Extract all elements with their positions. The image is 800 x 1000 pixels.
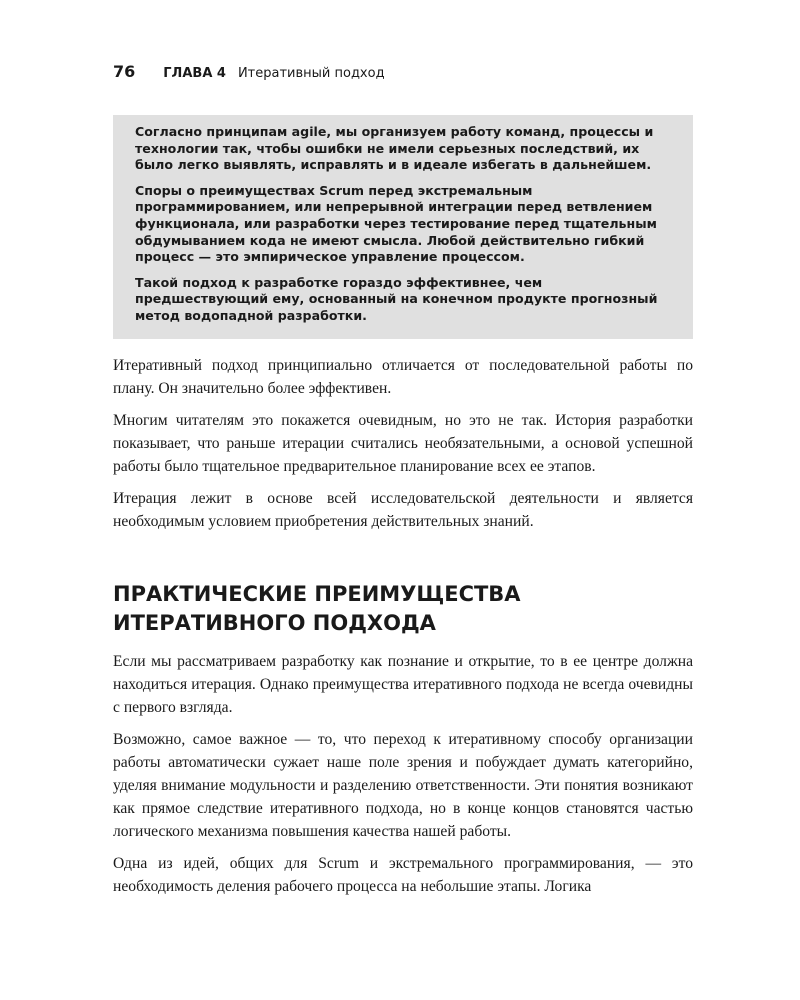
intro-text	[113, 354, 693, 542]
running-header	[113, 62, 385, 81]
body-paragraph: Возможно, самое важное — то, что переход к итеративному способу организации работы автоматически сужает наше поле зрения и побуждает думать категорийно, уделяя внимание модульности и разделению ответственности. Эти понятия возникают как прямое следствие итеративного подхода, но в конце концов становятся частью логического механизма повышения качества нашей работы.	[113, 731, 693, 840]
body-paragraph: Итерация лежит в основе всей исследовательской деятельности и является необходимым условием приобретения действительных знаний.	[113, 490, 693, 530]
section-heading-line: ИТЕРАТИВНОГО ПОДХОДА	[113, 611, 436, 635]
chapter-label: ГЛАВА 4	[163, 66, 226, 81]
sidebar-paragraph: Согласно принципам agile, мы организуем работу команд, процессы и технологии так, чтобы ошибки не имели серьезных последствий, их было легко выявлять, исправлять и в идеале избегать в дальнейшем.	[135, 124, 654, 173]
chapter-title: Итеративный подход	[237, 66, 385, 81]
body-paragraph: Если мы рассматриваем разработку как познание и открытие, то в ее центре должна находиться итерация. Однако преимущества итеративного подхода не всегда очевидны с первого взгляда.	[113, 653, 693, 716]
sidebar-paragraph: Споры о преимуществах Scrum перед экстремальным программированием, или непрерывной интеграции перед ветвлением функционала, или разработки через тестирование перед тщательным обдумыванием кода не имеют смысла. Любой действительно гибкий процесс — это эмпирическое управление процессом.	[135, 182, 657, 265]
section-heading-line: ПРАКТИЧЕСКИЕ ПРЕИМУЩЕСТВА	[113, 582, 521, 606]
section-text	[113, 650, 693, 907]
body-paragraph: Одна из идей, общих для Scrum и экстремального программирования, — это необходимость деления рабочего процесса на небольшие этапы. Логика	[113, 855, 693, 895]
body-paragraph: Многим читателям это покажется очевидным, но это не так. История разработки показывает, что раньше итерации считались необязательными, а основой успешной работы было тщательное предварительное планирование всех ее этапов.	[113, 412, 693, 475]
section-heading	[113, 580, 693, 638]
page-number: 76	[113, 62, 136, 81]
summary-sidebar	[113, 115, 693, 339]
sidebar-paragraph: Такой подход к разработке гораздо эффективнее, чем предшествующий ему, основанный на конечном продукте прогнозный метод водопадной разработки.	[135, 274, 658, 323]
body-paragraph: Итеративный подход принципиально отличается от последовательной работы по плану. Он значительно более эффективен.	[113, 357, 693, 397]
